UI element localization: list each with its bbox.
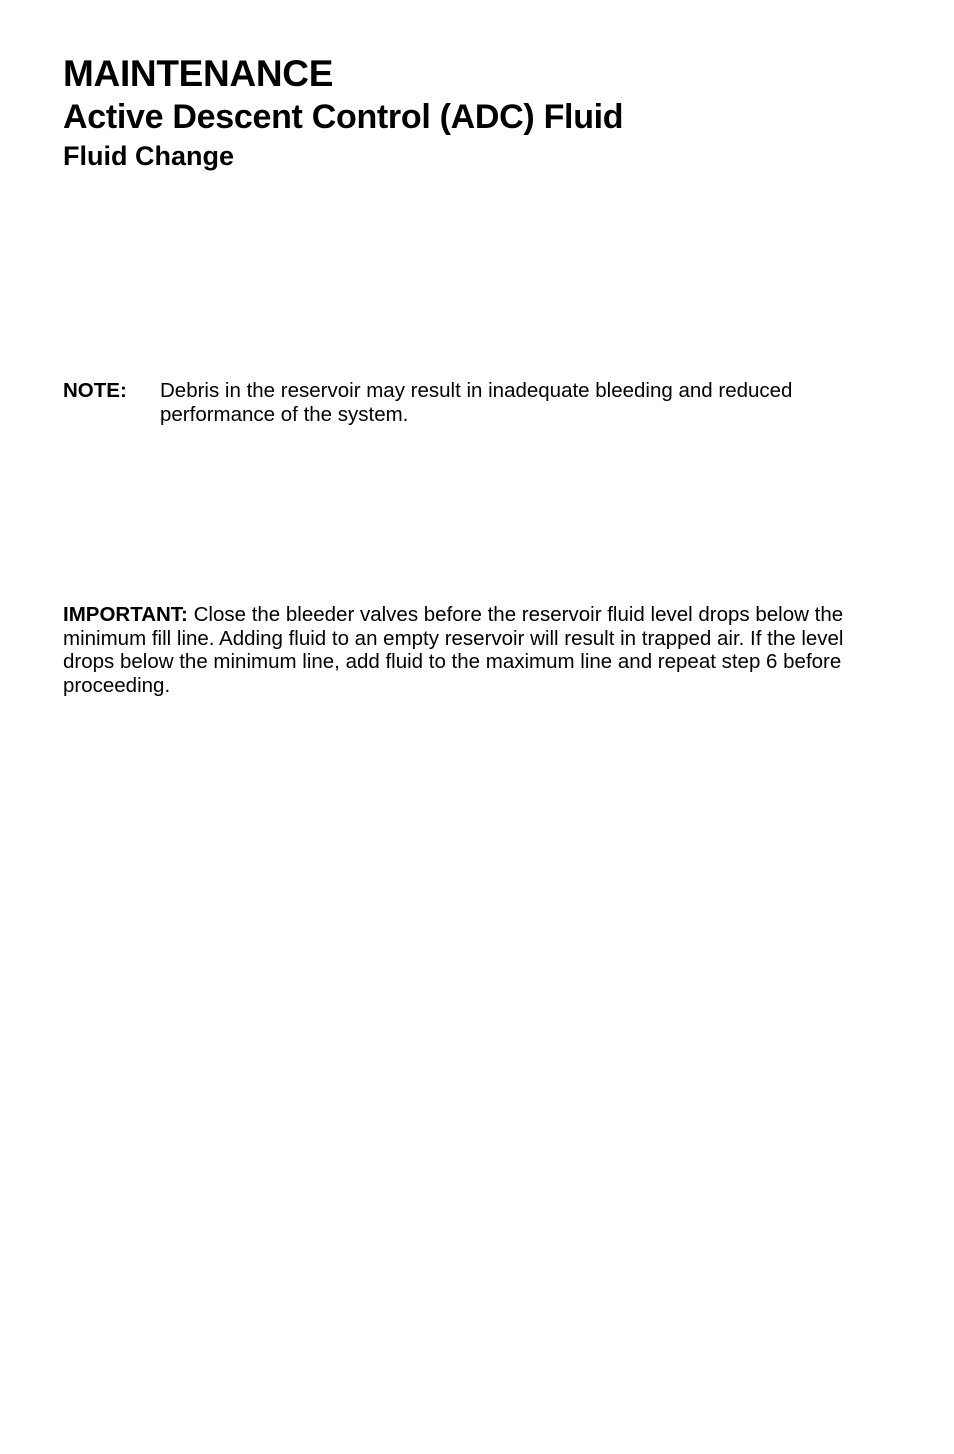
page-subtitle: Fluid Change: [63, 141, 234, 171]
note-block: [63, 379, 873, 426]
note-label: NOTE:: [63, 379, 127, 402]
section-heading: MAINTENANCE: [63, 53, 334, 94]
important-text: Close the bleeder valves before the reservoir fluid level drops below the minimum fill line. Adding fluid to an empty reservoir will result in trapped air. If the level drops below the minimum line, add fluid to the maximum line and repeat step 6 before proceeding.: [63, 603, 844, 697]
page-title: Active Descent Control (ADC) Fluid: [63, 98, 624, 136]
important-block: [63, 603, 873, 697]
important-label: IMPORTANT:: [63, 603, 188, 626]
note-text: Debris in the reservoir may result in inadequate bleeding and reduced performance of the system.: [160, 379, 793, 426]
